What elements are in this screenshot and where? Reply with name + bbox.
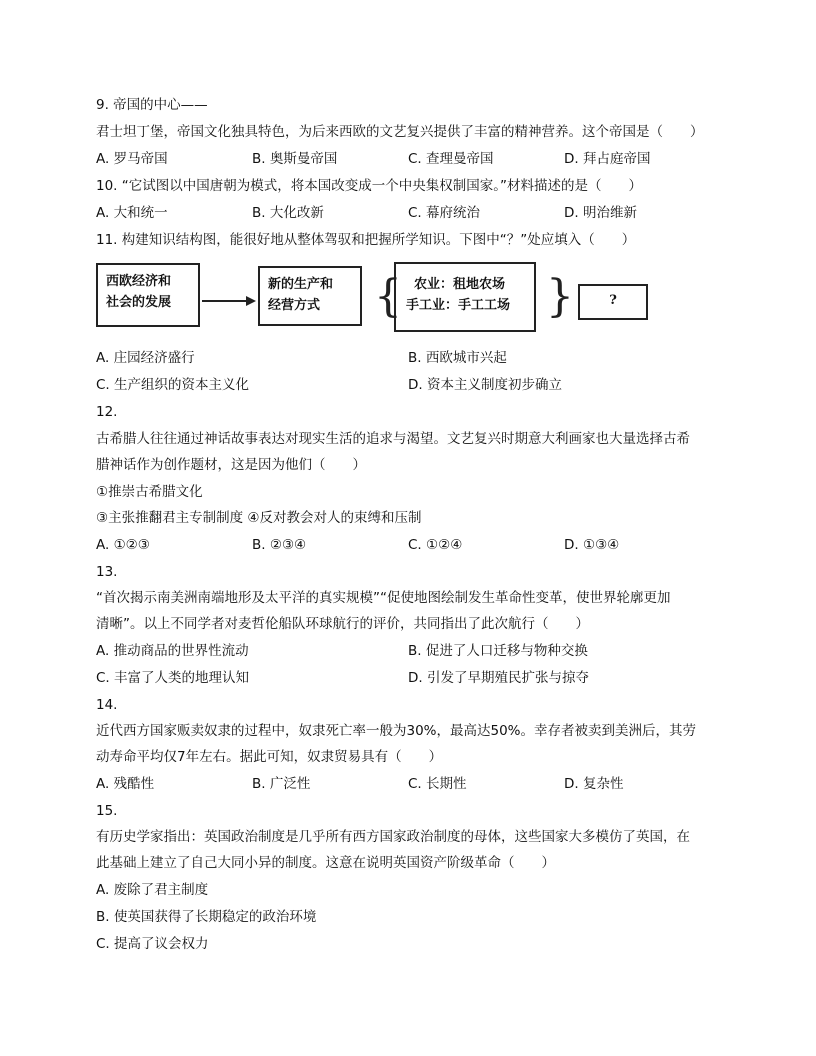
q15-stem-line1: 有历史学家指出：英国政治制度是几乎所有西方国家政治制度的母体，这些国家大多模仿了英国，在 [96, 829, 690, 845]
arrow-right-icon [202, 295, 256, 307]
q11-stem: 11. 构建知识结构图，能很好地从整体驾驭和把握所学知识。下图中“？”处应填入（ ） [96, 232, 636, 248]
q13-option-d: D. 引发了早期殖民扩张与掠夺 [408, 670, 589, 686]
q9-stem: 君士坦丁堡，帝国文化独具特色，为后来西欧的文艺复兴提供了丰富的精神营养。这个帝国是（ ） [96, 124, 704, 140]
q12-option-b: B. ②③④ [252, 537, 307, 553]
q10-option-a: A. 大和统一 [96, 205, 168, 221]
q9-option-c: C. 查理曼帝国 [408, 151, 494, 167]
diagram-box-economy-line2: 社会的发展 [106, 295, 172, 310]
q15-option-c: C. 提高了议会权力 [96, 936, 209, 952]
q12-option-d: D. ①③④ [564, 537, 620, 553]
q13-stem-line2: 清晰”。以上不同学者对麦哲伦船队环球航行的评价，共同指出了此次航行（ ） [96, 616, 589, 632]
q13-option-a: A. 推动商品的世界性流动 [96, 643, 249, 659]
q14-stem-line2: 动寿命平均仅7年左右。据此可知，奴隶贸易具有（ ） [96, 749, 443, 765]
q11-option-c: C. 生产组织的资本主义化 [96, 377, 250, 393]
q13-option-b: B. 促进了人口迁移与物种交换 [408, 643, 588, 659]
q11-option-b: B. 西欧城市兴起 [408, 350, 507, 366]
diagram-box-production-line1: 新的生产和 [268, 277, 334, 292]
q14-number: 14. [96, 697, 118, 713]
q12-statement-3-4: ③主张推翻君主专制制度 ④反对教会对人的束缚和压制 [96, 510, 422, 526]
q9-option-a: A. 罗马帝国 [96, 151, 168, 167]
diagram-box-production [258, 266, 362, 326]
diagram-box-production-line2: 经营方式 [268, 298, 321, 313]
q15-stem-line2: 此基础上建立了自己大同小异的制度。这意在说明英国资产阶级革命（ ） [96, 855, 555, 871]
q14-stem-line1: 近代西方国家贩卖奴隶的过程中，奴隶死亡率一般为30%，最高达50%。幸存者被卖到美洲后，其劳 [96, 723, 697, 739]
q14-option-d: D. 复杂性 [564, 776, 624, 792]
q12-stem-line1: 古希腊人往往通过神话故事表达对现实生活的追求与渴望。文艺复兴时期意大利画家也大量选择古希 [96, 431, 690, 447]
q14-option-b: B. 广泛性 [252, 776, 311, 792]
q12-option-c: C. ①②④ [408, 537, 463, 553]
q9-option-d: D. 拜占庭帝国 [564, 151, 651, 167]
right-brace: } [546, 271, 574, 322]
diagram-box-economy-line1: 西欧经济和 [106, 274, 172, 289]
q15-option-a: A. 废除了君主制度 [96, 882, 209, 898]
q10-option-c: C. 幕府统治 [408, 205, 481, 221]
q12-stem-line2: 腊神话作为创作题材，这是因为他们（ ） [96, 457, 366, 473]
q11-option-d: D. 资本主义制度初步确立 [408, 377, 562, 393]
q14-option-c: C. 长期性 [408, 776, 467, 792]
left-brace: { [374, 271, 402, 322]
q12-option-a: A. ①②③ [96, 537, 150, 553]
q13-number: 13. [96, 564, 118, 580]
q15-option-b: B. 使英国获得了长期稳定的政治环境 [96, 909, 317, 925]
q10-option-d: D. 明治维新 [564, 205, 637, 221]
diagram-box-agriculture-industry [394, 262, 536, 332]
diagram-box-industry-line: 手工业：手工工场 [406, 298, 511, 313]
diagram-box-economy [96, 263, 200, 327]
q12-statement-1: ①推崇古希腊文化 [96, 484, 203, 500]
q11-option-a: A. 庄园经济盛行 [96, 350, 195, 366]
q9-number: 9. 帝国的中心—— [96, 97, 208, 113]
q13-stem-line1: “首次揭示南美洲南端地形及太平洋的真实规模”“促使地图绘制发生革命性变革，使世界轮廓更加 [96, 590, 671, 606]
q12-number: 12. [96, 404, 118, 420]
q15-number: 15. [96, 803, 118, 819]
q13-option-c: C. 丰富了人类的地理认知 [96, 670, 250, 686]
q9-option-b: B. 奥斯曼帝国 [252, 151, 338, 167]
diagram-box-question-mark: ? [578, 284, 648, 320]
q10-option-b: B. 大化改新 [252, 205, 324, 221]
q14-option-a: A. 残酷性 [96, 776, 155, 792]
diagram-box-agriculture-line: 农业：租地农场 [414, 277, 506, 292]
q10-stem: 10. “它试图以中国唐朝为模式，将本国改变成一个中央集权制国家。”材料描述的是（ ） [96, 178, 642, 194]
